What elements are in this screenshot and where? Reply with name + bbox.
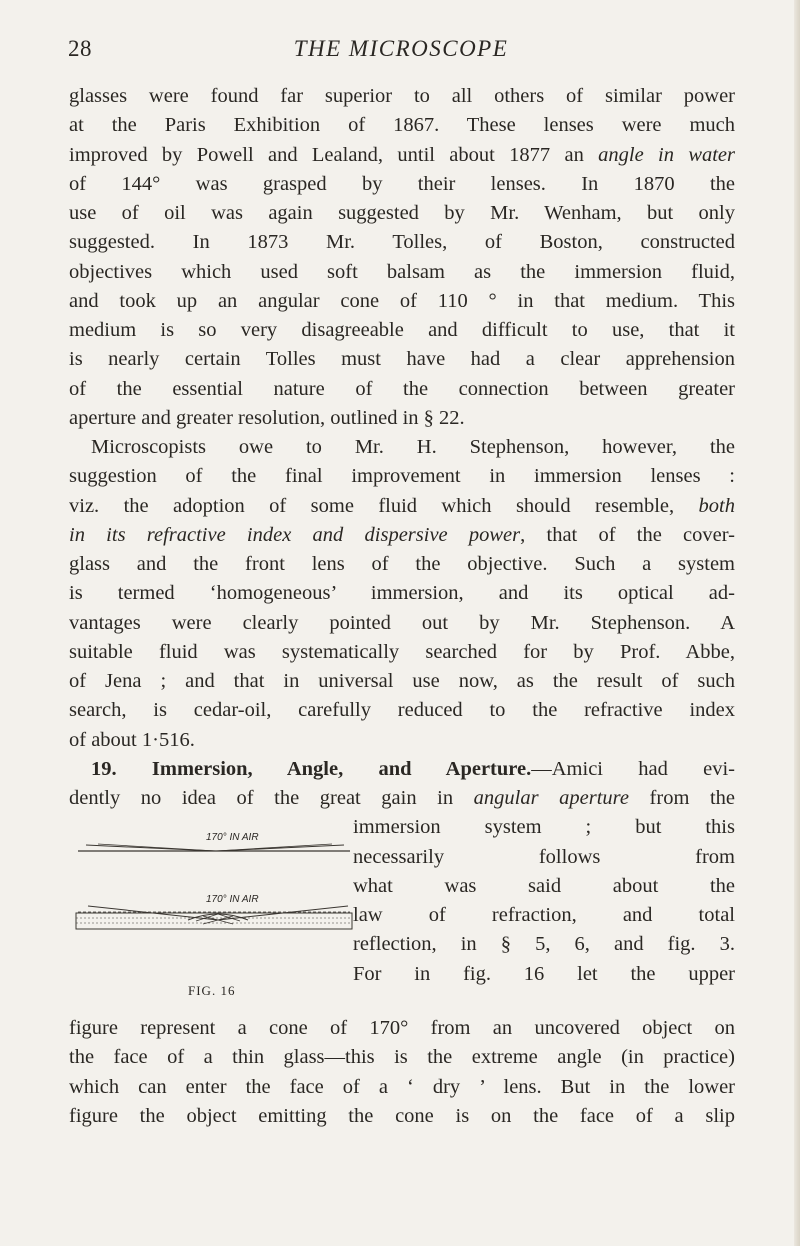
figure-16 xyxy=(68,808,360,1012)
text-line: search, is cedar-oil, carefully reduced to the refractive index xyxy=(69,699,735,722)
text-line: what was said about the xyxy=(353,874,735,897)
text-line: in its refractive index and dispersive power, that of the cover- xyxy=(69,523,735,546)
section-heading: 19. Immersion, Angle, and Aperture. xyxy=(91,757,532,780)
text-line: dently no idea of the great gain in angular aperture from the xyxy=(69,787,736,809)
text-line: immersion system ; but this xyxy=(353,816,735,839)
text-line: figure the object emitting the cone is on the face of a slip xyxy=(69,1104,735,1127)
text-line: law of refraction, and total xyxy=(353,904,735,926)
text-line: vantages were clearly pointed out by Mr. Stephenson. A xyxy=(69,611,735,634)
text-line: use of oil was again suggested by Mr. Wenham, but only xyxy=(69,202,735,224)
text-line: is nearly certain Tolles must have had a clear apprehension xyxy=(69,348,735,371)
text-line: objectives which used soft balsam as the immersion fluid, xyxy=(69,260,735,283)
text-line: is termed ‘homogeneous’ immersion, and its optical ad- xyxy=(69,582,735,605)
text-line: of Jena ; and that in universal use now, as the result of such xyxy=(69,670,735,692)
page-header xyxy=(68,36,734,66)
figure-16-diagram xyxy=(68,808,360,978)
text-line: suggestion of the final improvement in immersion lenses : xyxy=(69,465,735,488)
text-line: medium is so very disagreeable and difficult to use, that it xyxy=(69,319,735,341)
page-edge xyxy=(794,0,800,1246)
text-line: suggested. In 1873 Mr. Tolles, of Boston, constructed xyxy=(69,231,735,254)
text-line: figure represent a cone of 170° from an uncovered object on xyxy=(69,1017,735,1039)
section-heading-line: 19. Immersion, Angle, and Aperture.—Amici had evi- xyxy=(91,757,736,780)
text-line: For in fig. 16 let the upper xyxy=(353,962,735,985)
text-line: which can enter the face of a ‘ dry ’ lens. But in the lower xyxy=(69,1075,735,1098)
figure-caption: FIG. 16 xyxy=(188,983,236,998)
text-line: necessarily follows from xyxy=(353,845,735,868)
text-line: glasses were found far superior to all others of similar power xyxy=(69,85,735,107)
text-line: Microscopists owe to Mr. H. Stephenson, however, the xyxy=(91,436,735,458)
text-line: the face of a thin glass—this is the extreme angle (in practice) xyxy=(69,1046,735,1069)
text-line: reflection, in § 5, 6, and fig. 3. xyxy=(353,933,735,956)
upper-figure-label: 170° IN AIR xyxy=(206,832,259,843)
text-line: of about 1·516. xyxy=(69,728,195,751)
text-line: of the essential nature of the connection between greater xyxy=(69,377,735,400)
text-line: viz. the adoption of some fluid which should resemble, both xyxy=(69,494,735,517)
text-line: suitable fluid was systematically searched for by Prof. Abbe, xyxy=(69,640,735,663)
body-text-bottom xyxy=(69,1014,735,1131)
text-line: at the Paris Exhibition of 1867. These lenses were much xyxy=(69,114,735,137)
text-line: aperture and greater resolution, outlined in § 22. xyxy=(69,406,465,429)
text-line: glass and the front lens of the objective. Such a system xyxy=(69,553,735,575)
text-line: of 144° was grasped by their lenses. In 1870 the xyxy=(69,172,735,195)
page-number: 28 xyxy=(68,36,92,61)
text-line: improved by Powell and Lealand, until about 1877 an angle in water xyxy=(69,143,736,166)
text-line: and took up an angular cone of 110 ° in that medium. This xyxy=(69,289,735,312)
running-head: THE MICROSCOPE xyxy=(293,36,509,61)
lower-figure-label: 170° IN AIR xyxy=(206,894,259,905)
